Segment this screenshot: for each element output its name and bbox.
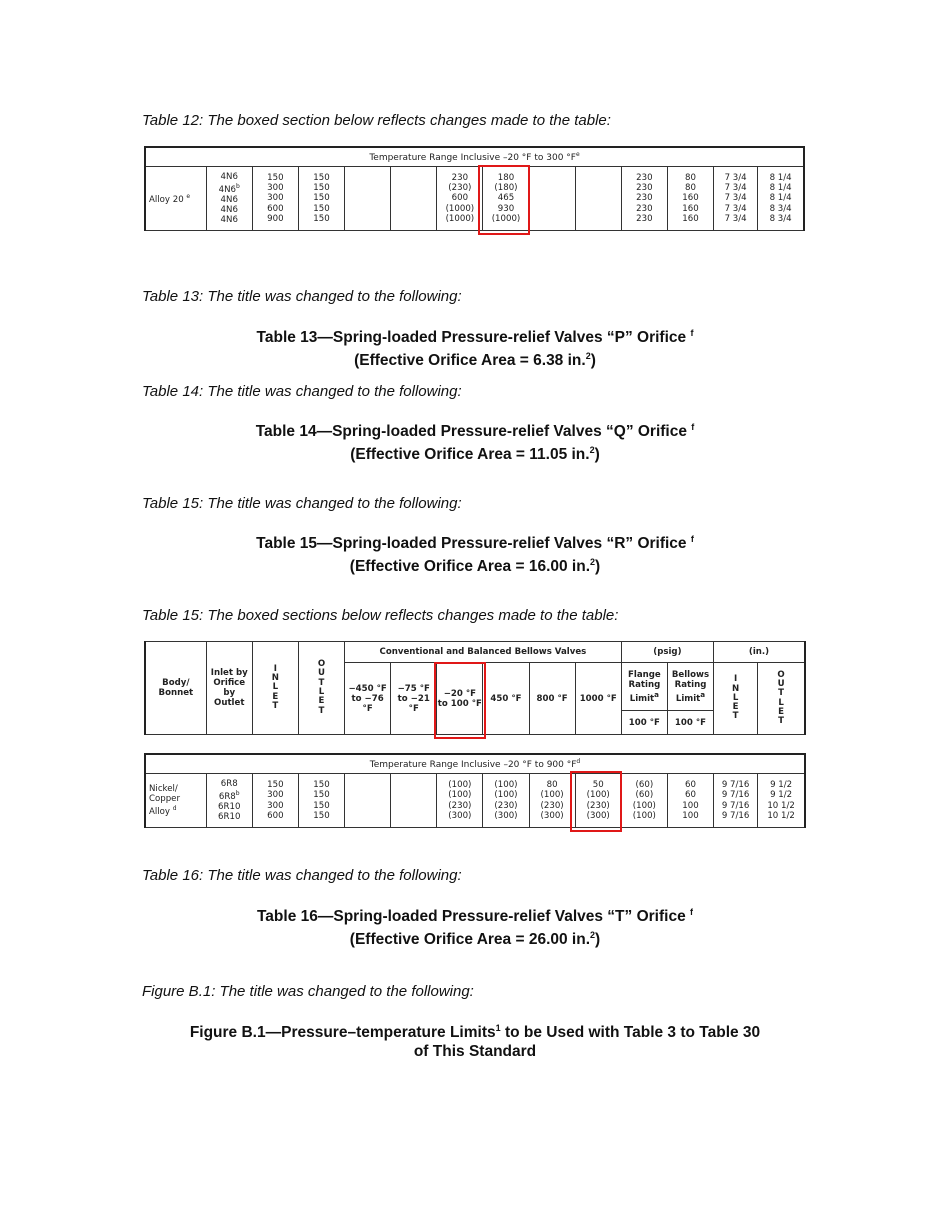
change-highlight-box: [570, 771, 622, 832]
temp-header-4: 450 °F: [483, 663, 529, 735]
outlet-rating-col: 150 150 150 150 150: [298, 167, 344, 231]
bellows-temp-header: 100 °F: [667, 711, 713, 735]
conventional-group-header: Conventional and Balanced Bellows Valves: [345, 642, 622, 663]
empty-cell: [345, 167, 391, 231]
table14-title: Table 14—Spring-loaded Pressure-relief Valves “Q” Orifice $^f$ (Effective Orifice Area = 11.05 in.$^2$): [255, 422, 695, 464]
temp-col-2-boxed: 180 (180) 465 930 (1000): [483, 167, 529, 231]
temp-header-5: 800 °F: [529, 663, 575, 735]
material-cell: Alloy 20 $^e$: [145, 167, 206, 231]
bellows-col: 60 60 100 100: [667, 774, 713, 828]
temperature-range-header: Temperature Range Inclusive –20 °F to 900 $^\circ F^d$: [145, 754, 805, 774]
body-bonnet-header: Body/ Bonnet: [145, 642, 206, 735]
empty-cell: [391, 774, 437, 828]
note-figure-b1: Figure B.1: The title was changed to the following:: [142, 983, 474, 1000]
note-table15-title: Table 15: The title was changed to the following:: [142, 495, 462, 512]
temp-col-3: (100) (100) (230) (300): [437, 774, 483, 828]
outlet-rating-col: 150 150 150 150: [298, 774, 344, 828]
figure-b1-title: Figure B.1—Pressure–temperature Limits$^1$ to be Used with Table 3 to Table 30 of This Standard: [189, 1023, 761, 1061]
inlet-header: INLET: [252, 642, 298, 735]
change-highlight-box: [478, 165, 530, 235]
note-table12: Table 12: The boxed section below reflects changes made to the table:: [142, 112, 611, 129]
inlet-size-col: 7 3/4 7 3/4 7 3/4 7 3/4 7 3/4: [714, 167, 758, 231]
temp-col-6-boxed: 50 (100) (230) (300): [575, 774, 621, 828]
note-table13: Table 13: The title was changed to the following:: [142, 288, 462, 305]
bellows-col: 80 80 160 160 160: [667, 167, 713, 231]
orifice-col: 4N6 4N6$^b$ 4N6 4N6 4N6: [206, 167, 252, 231]
empty-cell: [345, 774, 391, 828]
outlet-size-header: OUTLET: [758, 663, 805, 735]
note-table15-boxed: Table 15: The boxed sections below reflects changes made to the table:: [142, 607, 619, 624]
bellows-rating-header: Bellows Rating Limit$^a$: [667, 663, 713, 711]
orifice-col: 6R8 6R8$^b$ 6R10 6R10: [206, 774, 252, 828]
outlet-size-col: 9 1/2 9 1/2 10 1/2 10 1/2: [758, 774, 805, 828]
empty-cell: [529, 167, 575, 231]
empty-cell: [391, 167, 437, 231]
inlet-size-col: 9 7/16 9 7/16 9 7/16 9 7/16: [714, 774, 758, 828]
flange-rating-header: Flange Rating Limit$^a$: [621, 663, 667, 711]
temp-header-1: −450 °F to −76 °F: [345, 663, 391, 735]
note-table16: Table 16: The title was changed to the following:: [142, 867, 462, 884]
table-12: [144, 146, 805, 231]
inlet-by-orifice-header: Inlet by Orifice by Outlet: [206, 642, 252, 735]
temp-header-3-boxed: −20 °F to 100 °F: [437, 663, 483, 735]
flange-temp-header: 100 °F: [621, 711, 667, 735]
temperature-range-header: Temperature Range Inclusive –20 °F to 300 $^\circ F^e$: [145, 147, 804, 167]
temp-col-5: 80 (100) (230) (300): [529, 774, 575, 828]
note-table14: Table 14: The title was changed to the following:: [142, 383, 462, 400]
temp-header-6: 1000 °F: [575, 663, 621, 735]
table13-title: Table 13—Spring-loaded Pressure-relief Valves “P” Orifice $^f$ (Effective Orifice Area = 6.38 in.$^2$): [256, 328, 694, 370]
table-15: [144, 753, 806, 828]
inlet-rating-col: 150 300 300 600: [252, 774, 298, 828]
in-group-header: (in.): [714, 642, 805, 663]
inlet-size-header: INLET: [714, 663, 758, 735]
temp-header-2: −75 °F to −21 °F: [391, 663, 437, 735]
flange-col: (60) (60) (100) (100): [621, 774, 667, 828]
psig-group-header: (psig): [621, 642, 713, 663]
temp-col-4: (100) (100) (230) (300): [483, 774, 529, 828]
flange-col: 230 230 230 230 230: [621, 167, 667, 231]
outlet-header: OUTLET: [298, 642, 344, 735]
outlet-size-col: 8 1/4 8 1/4 8 1/4 8 3/4 8 3/4: [758, 167, 804, 231]
inlet-rating-col: 150 300 300 600 900: [252, 167, 298, 231]
empty-cell: [575, 167, 621, 231]
change-highlight-box: [434, 662, 486, 739]
temp-col-1: 230 (230) 600 (1000) (1000): [437, 167, 483, 231]
table16-title: Table 16—Spring-loaded Pressure-relief Valves “T” Orifice $^f$ (Effective Orifice Area = 26.00 in.$^2$): [256, 907, 693, 949]
table15-title: Table 15—Spring-loaded Pressure-relief Valves “R” Orifice $^f$ (Effective Orifice Area = 16.00 in.$^2$): [256, 534, 694, 576]
material-cell: Nickel/ Copper Alloy $^d$: [145, 774, 206, 828]
